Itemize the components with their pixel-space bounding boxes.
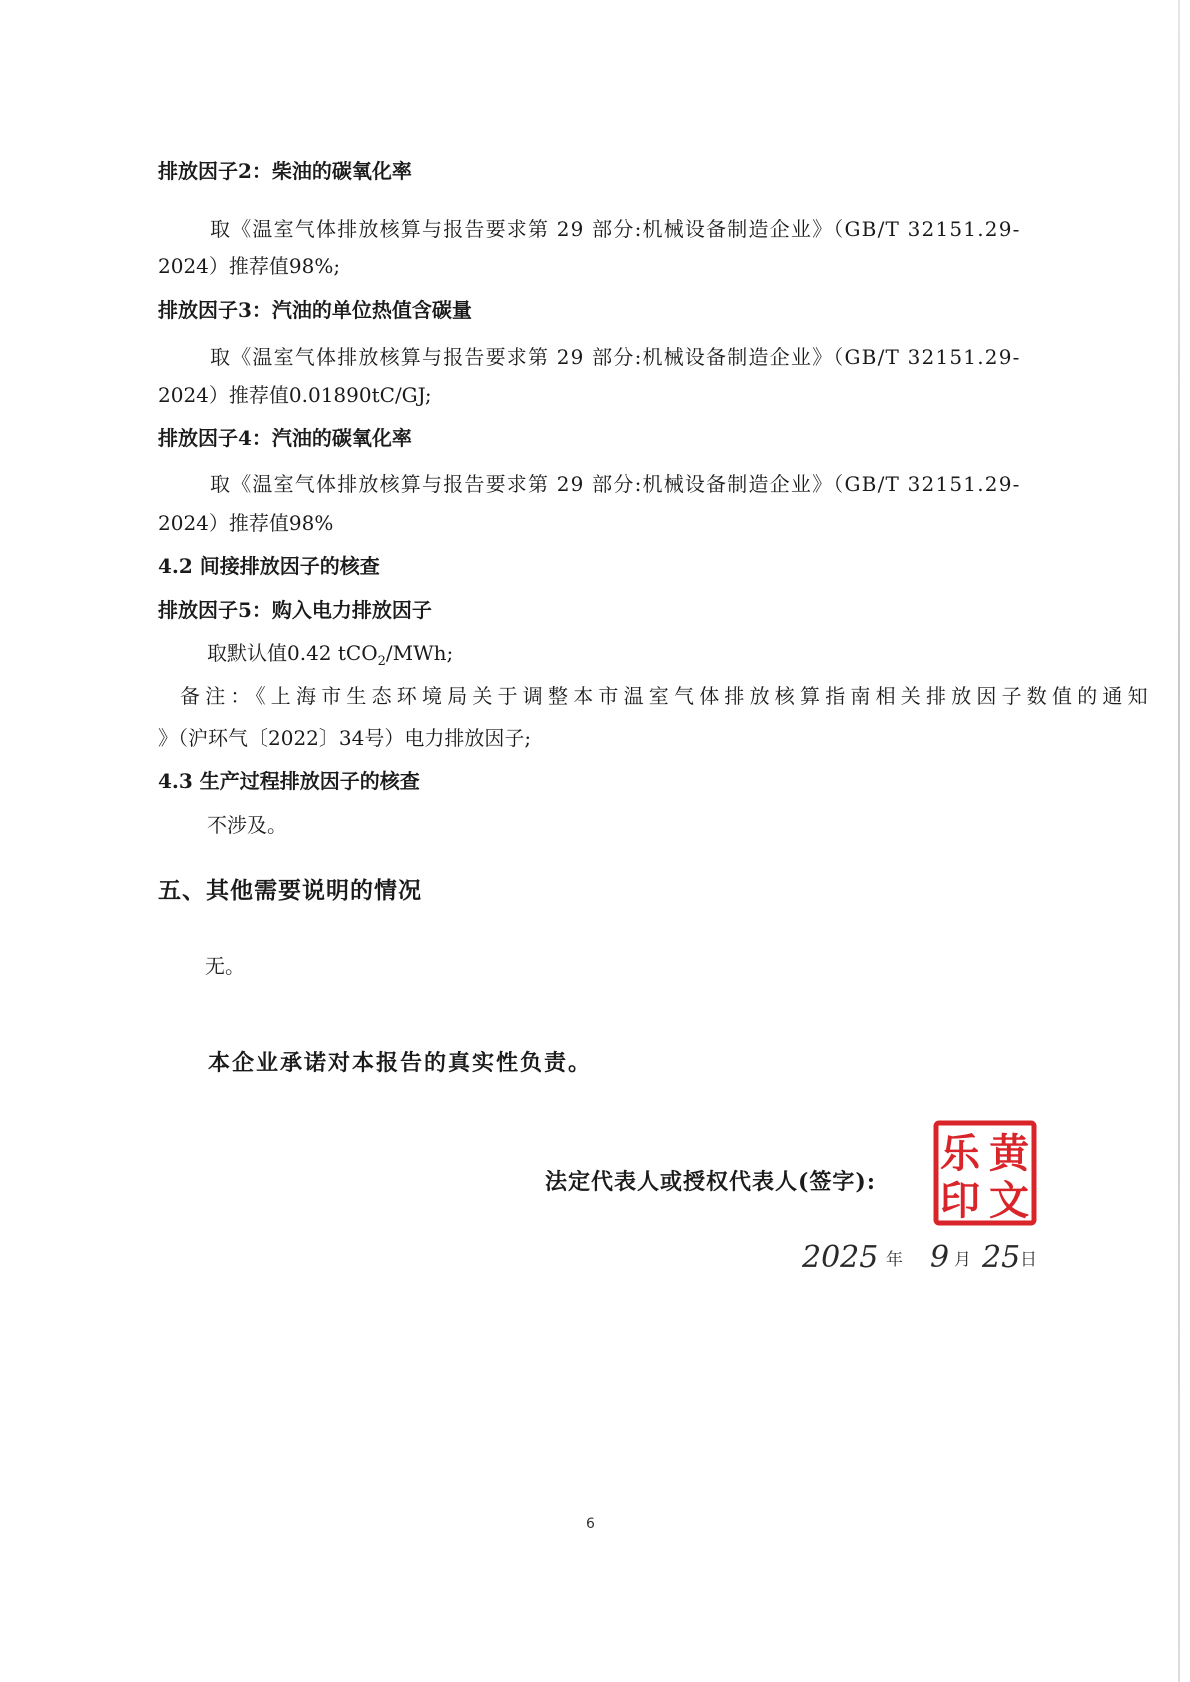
svg-text:文: 文 <box>989 1177 1029 1224</box>
svg-text:印: 印 <box>940 1177 980 1224</box>
factor-3-paragraph-line-2: 2024）推荐值0.01890tC/GJ; <box>158 383 432 407</box>
factor-2-paragraph-line-2: 2024）推荐值98%; <box>158 254 341 278</box>
default-value-subscript: 2 <box>377 654 386 669</box>
default-value-suffix: /MWh; <box>385 641 454 665</box>
factor-4-paragraph-line-1: 取《温室气体排放核算与报告要求第 29 部分:机械设备制造企业》（GB/T 32151.29- <box>210 472 1021 496</box>
section-4-2-heading: 4.2 间接排放因子的核查 <box>158 554 380 578</box>
factor-5-default-value <box>207 639 453 676</box>
factor-5-heading: 排放因子5：购入电力排放因子 <box>158 598 432 622</box>
date-day: 25 <box>982 1240 1021 1275</box>
note-line-1: 备注：《上海市生态环境局关于调整本市温室气体排放核算指南相关排放因子数值的通知 <box>180 684 1153 708</box>
factor-4-heading: 排放因子4：汽油的碳氧化率 <box>158 426 412 450</box>
svg-text:乐: 乐 <box>940 1130 980 1177</box>
date-year-label: 年 <box>886 1250 903 1270</box>
date-year: 2025 <box>802 1240 879 1275</box>
personal-seal-stamp <box>933 1120 1037 1226</box>
date-month-label: 月 <box>954 1250 971 1270</box>
commitment-statement: 本企业承诺对本报告的真实性负责。 <box>208 1050 593 1076</box>
factor-3-paragraph-line-1: 取《温室气体排放核算与报告要求第 29 部分:机械设备制造企业》（GB/T 32151.29- <box>210 345 1021 369</box>
default-value-prefix: 取默认值0.42 tCO <box>207 641 378 665</box>
signer-label: 法定代表人或授权代表人(签字): <box>545 1169 876 1195</box>
section-5-heading: 五、其他需要说明的情况 <box>158 877 422 904</box>
factor-4-paragraph-line-2: 2024）推荐值98% <box>158 511 334 535</box>
section-4-3-body: 不涉及。 <box>207 813 287 837</box>
note-line-2: 》（沪环气〔2022〕34号）电力排放因子; <box>158 726 532 750</box>
date-day-label: 日 <box>1020 1250 1037 1270</box>
svg-text:黄: 黄 <box>989 1130 1029 1177</box>
section-4-3-heading: 4.3 生产过程排放因子的核查 <box>158 769 420 793</box>
factor-3-heading: 排放因子3：汽油的单位热值含碳量 <box>158 298 472 322</box>
page-edge <box>1178 0 1180 1682</box>
section-5-body: 无。 <box>205 954 245 978</box>
factor-2-heading: 排放因子2：柴油的碳氧化率 <box>158 159 412 183</box>
signature-date <box>802 1238 1042 1278</box>
factor-2-paragraph-line-1: 取《温室气体排放核算与报告要求第 29 部分:机械设备制造企业》（GB/T 32151.29- <box>210 217 1021 241</box>
date-month: 9 <box>930 1240 950 1275</box>
page-number: 6 <box>586 1516 595 1532</box>
